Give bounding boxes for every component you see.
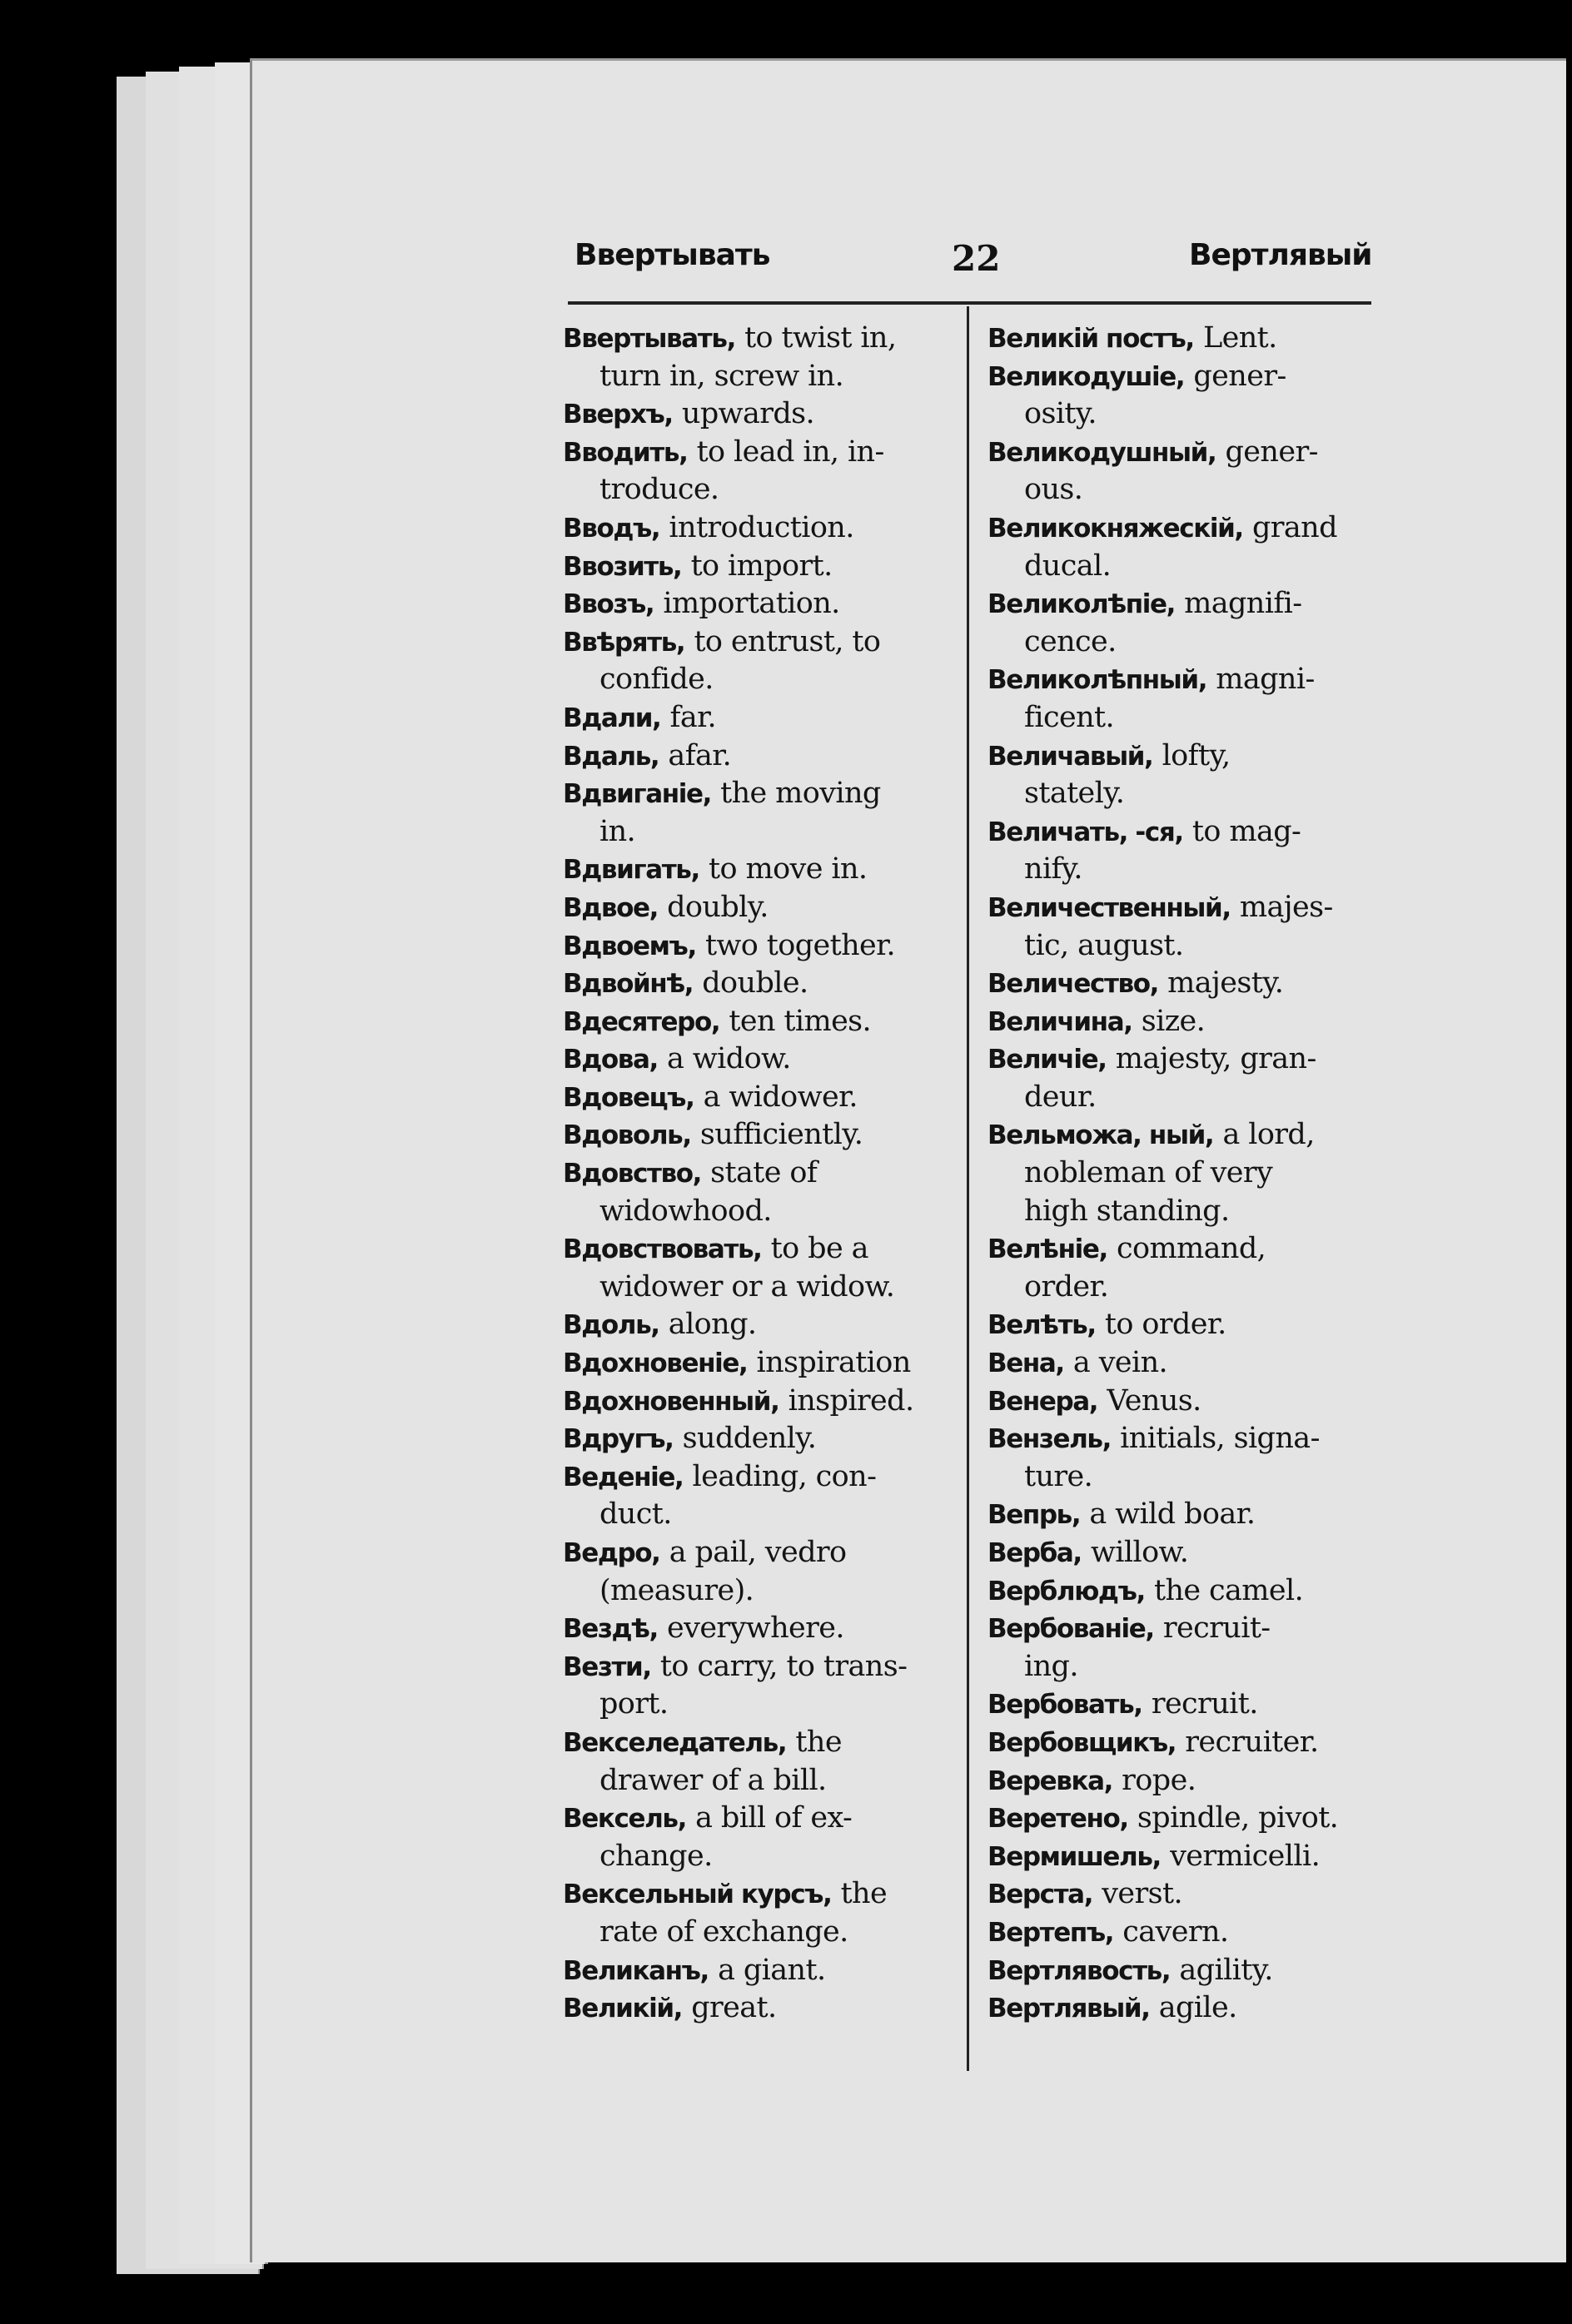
entry-line <box>987 358 1387 396</box>
right-column <box>987 320 1387 2028</box>
definition: the moving <box>720 777 881 811</box>
entry-continuation-line <box>987 699 1387 737</box>
entry-line <box>987 1914 1387 1952</box>
definition: double. <box>702 966 808 1001</box>
definition: the camel. <box>1153 1573 1304 1607</box>
right-guide-word: Вертлявый <box>1189 238 1372 272</box>
headword: Вверхъ, <box>563 400 673 430</box>
headword: Вдали, <box>563 703 661 733</box>
headword: Вдовство, <box>563 1159 702 1189</box>
entry-line <box>563 548 963 586</box>
entry-line <box>987 434 1387 472</box>
headword: Вдвигать, <box>563 855 699 886</box>
headword: Вертлявость, <box>987 1955 1171 1986</box>
entry-continuation-line <box>563 1686 963 1724</box>
entry-line <box>987 509 1387 548</box>
definition: a vein. <box>1072 1346 1168 1380</box>
definition: a bill of ex- <box>695 1801 853 1835</box>
headword: Везти, <box>563 1651 651 1682</box>
definition: nify. <box>1024 852 1082 886</box>
entry-line <box>987 661 1387 699</box>
entry-continuation-line <box>987 395 1387 434</box>
definition: widower or a widow. <box>599 1269 895 1304</box>
definition: suddenly. <box>682 1422 817 1456</box>
definition: inspired. <box>788 1383 914 1418</box>
headword: Великолѣпіе, <box>987 589 1175 620</box>
definition: a giant. <box>718 1953 826 1987</box>
headword: Вдова, <box>563 1045 658 1075</box>
entry-continuation-line <box>987 1155 1387 1193</box>
entry-line <box>563 509 963 548</box>
definition: deur. <box>1024 1080 1097 1114</box>
definition: Lent. <box>1202 321 1277 355</box>
headword: Ведро, <box>563 1538 660 1568</box>
definition: change. <box>599 1839 713 1873</box>
entry-continuation-line <box>563 1193 963 1231</box>
definition: to carry, to trans- <box>659 1649 908 1683</box>
definition: drawer of a bill. <box>599 1763 827 1797</box>
entry-line <box>987 1762 1387 1800</box>
definition: to move in. <box>709 852 868 886</box>
headword: Вертепъ, <box>987 1917 1114 1948</box>
entry-continuation-line <box>987 851 1387 889</box>
headword: Вензель, <box>987 1424 1111 1455</box>
definition: grand <box>1251 510 1337 544</box>
definition: majesty, gran- <box>1115 1042 1316 1076</box>
entry-line <box>563 737 963 776</box>
definition: rope. <box>1122 1763 1196 1797</box>
definition: recruit. <box>1151 1687 1258 1721</box>
definition: leading, con- <box>692 1459 877 1493</box>
definition: stately. <box>1024 777 1125 811</box>
definition: lofty, <box>1162 738 1231 772</box>
definition: a pail, vedro <box>669 1536 847 1569</box>
definition: a widower. <box>703 1080 858 1114</box>
entry-line <box>563 1458 963 1497</box>
headword: Величество, <box>987 969 1159 1000</box>
definition: magnifi- <box>1184 587 1302 621</box>
entry-line <box>563 1534 963 1572</box>
entry-continuation-line <box>987 548 1387 586</box>
headword: Вдвиганіе, <box>563 779 711 810</box>
entry-continuation-line <box>987 623 1387 662</box>
entry-line <box>987 1572 1387 1611</box>
definition: tic, august. <box>1024 928 1184 962</box>
entry-line <box>563 1040 963 1079</box>
entry-continuation-line <box>563 1496 963 1534</box>
definition: osity. <box>1024 397 1097 431</box>
entry-line <box>987 1534 1387 1572</box>
entry-continuation-line <box>563 358 963 396</box>
entry-line <box>987 1116 1387 1155</box>
entry-continuation-line <box>563 1914 963 1952</box>
headword: Великокняжескій, <box>987 513 1243 544</box>
entry-continuation-line <box>987 471 1387 509</box>
definition: port. <box>599 1687 669 1721</box>
entry-line <box>987 1686 1387 1724</box>
entry-line <box>563 1116 963 1155</box>
definition: recruiter. <box>1185 1725 1319 1759</box>
entry-line <box>987 965 1387 1003</box>
definition: to import. <box>690 549 833 583</box>
entry-line <box>987 585 1387 623</box>
entry-continuation-line <box>563 471 963 509</box>
headword: Ввозить, <box>563 551 682 582</box>
headword: Вдовецъ, <box>563 1082 694 1113</box>
entry-continuation-line <box>563 1762 963 1800</box>
headword: Вдаль, <box>563 741 659 772</box>
entry-line <box>563 1420 963 1458</box>
definition: inspiration <box>756 1346 911 1380</box>
definition: (measure). <box>599 1573 754 1607</box>
definition: to order. <box>1104 1308 1226 1342</box>
entry-line <box>563 1875 963 1914</box>
definition: sufficiently. <box>699 1118 863 1152</box>
headword: Вельможа, ный, <box>987 1120 1214 1151</box>
entry-line <box>563 623 963 662</box>
definition: order. <box>1024 1269 1109 1304</box>
definition: to mag- <box>1191 814 1301 848</box>
definition: along. <box>668 1308 757 1342</box>
headword: Вдвойнѣ, <box>563 969 694 1000</box>
entry-line <box>987 1724 1387 1762</box>
left-guide-word: Ввертывать <box>575 238 770 272</box>
definition: turn in, screw in. <box>599 359 844 393</box>
entry-line <box>563 395 963 434</box>
entry-continuation-line <box>563 1269 963 1307</box>
entry-line <box>987 1800 1387 1838</box>
definition: ous. <box>1024 473 1083 507</box>
definition: verst. <box>1102 1877 1183 1911</box>
definition: introduction. <box>669 510 854 544</box>
definition: the <box>840 1877 888 1911</box>
entry-line <box>563 1079 963 1117</box>
headword: Велѣть, <box>987 1310 1096 1341</box>
entry-line <box>563 1003 963 1041</box>
definition: ture. <box>1024 1459 1093 1493</box>
definition: great. <box>691 1991 777 2025</box>
definition: everywhere. <box>667 1611 844 1646</box>
definition: vermicelli. <box>1170 1839 1321 1873</box>
entry-line <box>563 1724 963 1762</box>
definition: upwards. <box>681 397 815 431</box>
header-rule <box>568 301 1371 305</box>
entry-line <box>987 1344 1387 1383</box>
headword: Ввертывать, <box>563 324 735 354</box>
entry-line <box>987 889 1387 927</box>
headword: Вводъ, <box>563 513 660 544</box>
entry-line <box>987 1420 1387 1458</box>
headword: Вексель, <box>563 1804 686 1835</box>
entry-continuation-line <box>987 1193 1387 1231</box>
definition: to twist in, <box>744 321 897 355</box>
entry-line <box>987 1496 1387 1534</box>
definition: cavern. <box>1122 1914 1229 1949</box>
definition: agility. <box>1179 1953 1273 1987</box>
headword: Величавый, <box>987 741 1153 772</box>
headword: Вдругъ, <box>563 1424 674 1455</box>
entry-line <box>987 1040 1387 1079</box>
definition: Venus. <box>1107 1383 1201 1418</box>
definition: majes- <box>1239 890 1333 924</box>
headword: Верба, <box>987 1538 1082 1568</box>
entry-line <box>563 1383 963 1421</box>
entry-continuation-line <box>987 1079 1387 1117</box>
entry-continuation-line <box>987 775 1387 813</box>
left-column <box>563 320 963 2028</box>
definition: ten times. <box>729 1004 872 1038</box>
headword: Великій постъ, <box>987 324 1194 354</box>
headword: Вепрь, <box>987 1500 1081 1531</box>
headword: Вдохновеніе, <box>563 1348 748 1379</box>
definition: importation. <box>663 587 840 621</box>
definition: high standing. <box>1024 1194 1230 1228</box>
entry-line <box>987 1952 1387 1990</box>
headword: Вдохновенный, <box>563 1386 779 1417</box>
definition: a wild boar. <box>1089 1497 1256 1532</box>
entry-line <box>987 1989 1387 2028</box>
entry-line <box>987 1875 1387 1914</box>
definition: afar. <box>668 738 732 772</box>
headword: Величать, -ся, <box>987 817 1183 847</box>
definition: two together. <box>704 928 895 962</box>
headword: Вертлявый, <box>987 1994 1150 2024</box>
column-divider <box>967 306 969 2071</box>
definition: majesty. <box>1167 966 1284 1001</box>
headword: Величіе, <box>987 1045 1107 1075</box>
entry-continuation-line <box>987 1648 1387 1686</box>
entry-line <box>563 1344 963 1383</box>
headword: Величественный, <box>987 892 1231 923</box>
entry-line <box>563 1610 963 1648</box>
headword: Веревка, <box>987 1765 1113 1796</box>
entry-line <box>563 1230 963 1269</box>
page-number: 22 <box>952 238 1001 279</box>
definition: gener- <box>1225 435 1318 469</box>
entry-line <box>987 1383 1387 1421</box>
entry-line <box>987 1610 1387 1648</box>
entry-line <box>563 889 963 927</box>
definition: troduce. <box>599 473 719 507</box>
definition: size. <box>1141 1004 1206 1038</box>
definition: state of <box>710 1156 818 1190</box>
entry-line <box>563 1155 963 1193</box>
definition: the <box>795 1725 842 1759</box>
headword: Вербовать, <box>987 1690 1142 1721</box>
headword: Великанъ, <box>563 1955 709 1986</box>
headword: Ввѣрять, <box>563 627 685 658</box>
entry-line <box>563 1989 963 2028</box>
definition: ficent. <box>1024 700 1114 734</box>
entry-line <box>987 1306 1387 1344</box>
definition: a lord, <box>1222 1118 1315 1152</box>
headword: Вермишель, <box>987 1841 1161 1872</box>
entry-continuation-line <box>563 813 963 852</box>
entry-line <box>987 1838 1387 1876</box>
headword: Верблюдъ, <box>987 1576 1145 1606</box>
entry-line <box>563 851 963 889</box>
entry-line <box>563 434 963 472</box>
definition: to lead in, in- <box>696 435 884 469</box>
headword: Вдоволь, <box>563 1120 691 1151</box>
headword: Вербованіе, <box>987 1614 1154 1645</box>
headword: Величина, <box>987 1006 1132 1037</box>
headword: Векселедатель, <box>563 1727 787 1758</box>
definition: rate of exchange. <box>599 1914 848 1949</box>
entry-continuation-line <box>987 927 1387 966</box>
definition: ing. <box>1024 1649 1078 1683</box>
entry-line <box>563 965 963 1003</box>
headword: Великодушіе, <box>987 361 1185 392</box>
entry-line <box>987 737 1387 776</box>
definition: duct. <box>599 1497 672 1532</box>
entry-line <box>563 927 963 966</box>
entry-continuation-line <box>563 1572 963 1611</box>
headword: Вдвое, <box>563 892 658 923</box>
headword: Веденіе, <box>563 1462 684 1492</box>
entry-line <box>563 585 963 623</box>
headword: Вдоль, <box>563 1310 659 1341</box>
headword: Вдовствовать, <box>563 1234 762 1265</box>
headword: Вездѣ, <box>563 1614 658 1645</box>
entry-line <box>987 1003 1387 1041</box>
entry-line <box>563 1306 963 1344</box>
definition: willow. <box>1090 1536 1189 1569</box>
definition: to be a <box>770 1232 868 1266</box>
headword: Ввозъ, <box>563 589 654 620</box>
definition: doubly. <box>667 890 769 924</box>
entry-line <box>987 1230 1387 1269</box>
entry-line <box>987 320 1387 358</box>
entry-continuation-line <box>563 1838 963 1876</box>
definition: to entrust, to <box>694 624 881 658</box>
definition: nobleman of very <box>1024 1156 1273 1190</box>
definition: spindle, pivot. <box>1137 1801 1339 1835</box>
definition: gener- <box>1193 359 1286 393</box>
definition: initials, signa- <box>1120 1422 1320 1456</box>
entry-line <box>563 1800 963 1838</box>
definition: ducal. <box>1024 549 1112 583</box>
definition: far. <box>669 700 716 734</box>
definition: a widow. <box>667 1042 791 1076</box>
definition: confide. <box>599 663 714 697</box>
entry-continuation-line <box>987 1269 1387 1307</box>
definition: magni- <box>1216 663 1315 697</box>
headword: Вводить, <box>563 437 688 468</box>
definition: command, <box>1116 1232 1266 1266</box>
definition: cence. <box>1024 624 1117 658</box>
headword: Вдесятеро, <box>563 1006 720 1037</box>
headword: Веретено, <box>987 1804 1128 1835</box>
entry-continuation-line <box>987 1458 1387 1497</box>
headword: Вексельный курсъ, <box>563 1880 832 1910</box>
definition: recruit- <box>1162 1611 1271 1646</box>
headword: Верста, <box>987 1880 1093 1910</box>
headword: Велѣніе, <box>987 1234 1107 1265</box>
definition: widowhood. <box>599 1194 772 1228</box>
entry-line <box>563 1648 963 1686</box>
headword: Венера, <box>987 1386 1098 1417</box>
entry-line <box>987 813 1387 852</box>
headword: Великолѣпный, <box>987 665 1207 696</box>
headword: Великій, <box>563 1994 683 2024</box>
entry-line <box>563 775 963 813</box>
definition: agile. <box>1158 1991 1237 2025</box>
entry-continuation-line <box>563 661 963 699</box>
entry-line <box>563 699 963 737</box>
entry-line <box>563 1952 963 1990</box>
definition: in. <box>599 814 636 848</box>
entry-line <box>563 320 963 358</box>
headword: Вена, <box>987 1348 1064 1379</box>
headword: Вербовщикъ, <box>987 1727 1177 1758</box>
headword: Вдвоемъ, <box>563 931 696 961</box>
headword: Великодушный, <box>987 437 1216 468</box>
